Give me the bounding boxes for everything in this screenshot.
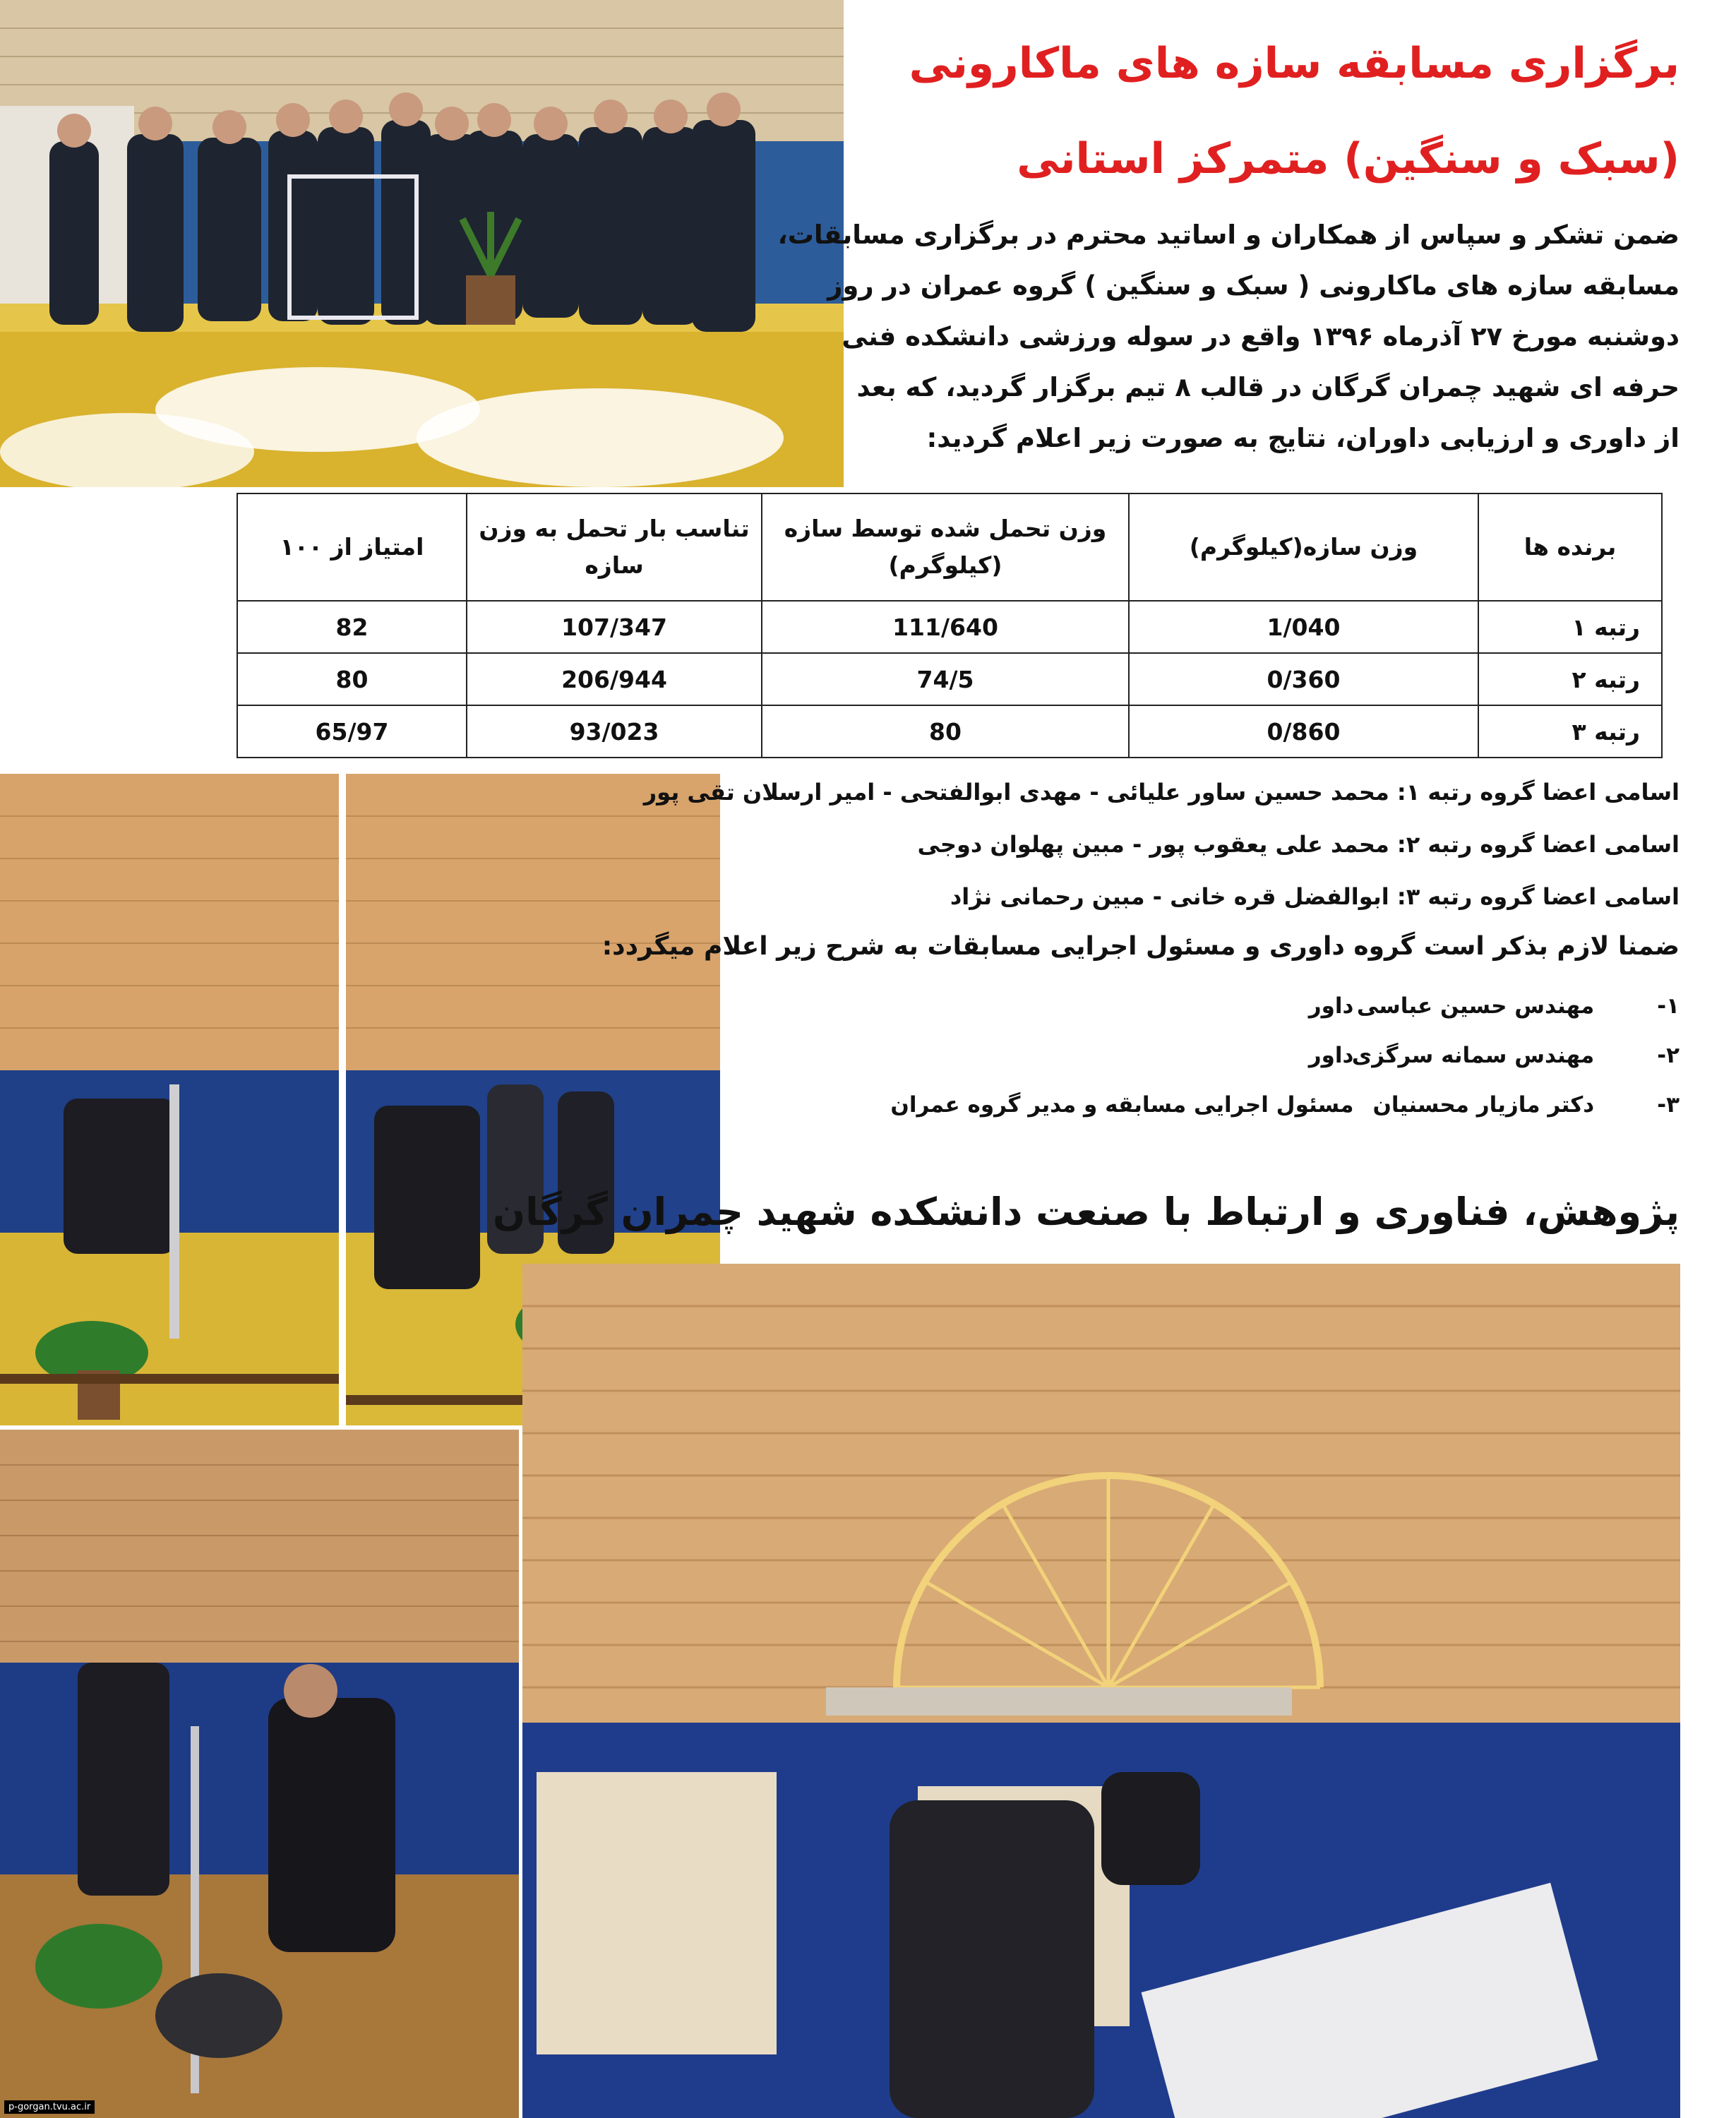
judge-role: مسئول اجرایی مسابقه و مدیر گروه عمران [890, 1092, 1354, 1118]
table-cell: رتبه ۲ [1478, 653, 1662, 705]
judge-number: ۱- [1657, 993, 1680, 1019]
arch-structure-photo [522, 1264, 1680, 2118]
main-title-line1: برگزاری مسابقه سازه های ماکارونی [909, 39, 1680, 88]
table-row [237, 653, 1662, 705]
main-title-line2: (سبک و سنگین) متمرکز استانی [1017, 134, 1680, 184]
judge-name: مهندس سمانه سرگزی [1351, 1043, 1595, 1068]
intro-line: دوشنبه مورخ ۲۷ آذرماه ۱۳۹۶ واقع در سوله ورزشی دانشکده فنی [842, 321, 1680, 352]
table-cell: 111/640 [762, 601, 1129, 653]
table-header-row [237, 493, 1662, 601]
judge-role: داور [1308, 993, 1354, 1019]
judge-item [1309, 981, 1680, 1031]
loading-photo [0, 1430, 519, 2118]
table-row [237, 705, 1662, 758]
table-cell: 107/347 [467, 601, 762, 653]
table-header: وزن سازه(کیلوگرم) [1129, 493, 1478, 601]
judge-name: دکتر مازیار محسنیان [1372, 1092, 1595, 1118]
intro-line: ضمن تشکر و سپاس از همکاران و اساتید محترم در برگزاری مسابقات، [777, 220, 1680, 250]
team-members-line: اسامی اعضا گروه رتبه ۳: ابوالفضل قره خانی - مبین رحمانی نژاد [950, 883, 1680, 910]
table-cell: 1/040 [1129, 601, 1478, 653]
table-header: امتیاز از ۱۰۰ [237, 493, 467, 601]
site-watermark: p-gorgan.tvu.ac.ir [4, 2100, 95, 2114]
table-cell: 93/023 [467, 705, 762, 758]
table-header: برنده ها [1478, 493, 1662, 601]
judge-number: ۲- [1657, 1043, 1680, 1068]
results-table [237, 493, 1663, 758]
table-cell: 74/5 [762, 653, 1129, 705]
intro-paragraph [777, 210, 1680, 464]
judges-intro: ضمنا لازم بذکر است گروه داوری و مسئول اجرایی مسابقات به شرح زیر اعلام میگردد: [601, 932, 1680, 961]
table-cell: 0/860 [1129, 705, 1478, 758]
team-members-line: اسامی اعضا گروه رتبه ۲: محمد علی یعقوب پور - مبین پهلوان دوجی [917, 831, 1680, 858]
table-cell: 206/944 [467, 653, 762, 705]
intro-line: مسابقه سازه های ماکارونی ( سبک و سنگین ) گروه عمران در روز [827, 270, 1680, 301]
judge-item [890, 1080, 1680, 1130]
group-photo [0, 0, 844, 487]
table-cell: رتبه ۱ [1478, 601, 1662, 653]
team-members-line: اسامی اعضا گروه رتبه ۱: محمد حسین ساور علیائی - مهدی ابوالفتحی - امیر ارسلان تقی پور [643, 779, 1680, 806]
table-cell: 65/97 [237, 705, 467, 758]
footer-title: پژوهش، فناوری و ارتباط با صنعت دانشکده شهید چمران گرگان [493, 1190, 1680, 1234]
judge-item [1309, 1031, 1680, 1080]
table-cell: رتبه ۳ [1478, 705, 1662, 758]
table-cell: 0/360 [1129, 653, 1478, 705]
judge-role: داور [1308, 1043, 1354, 1068]
table-row [237, 601, 1662, 653]
table-cell: 80 [237, 653, 467, 705]
table-cell: 82 [237, 601, 467, 653]
table-cell: 80 [762, 705, 1129, 758]
intro-line: از داوری و ارزیابی داوران، نتایج به صورت زیر اعلام گردید: [926, 423, 1680, 453]
table-header: وزن تحمل شده توسط سازه (کیلوگرم) [762, 493, 1129, 601]
competition-photo-left [0, 774, 339, 1425]
judge-name: مهندس حسین عباسی [1356, 993, 1595, 1019]
team-members [643, 766, 1680, 923]
table-header: تناسب بار تحمل به وزن سازه [467, 493, 762, 601]
judge-number: ۳- [1657, 1092, 1680, 1118]
intro-line: حرفه ای شهید چمران گرگان در قالب ۸ تیم برگزار گردید، که بعد [856, 372, 1680, 402]
